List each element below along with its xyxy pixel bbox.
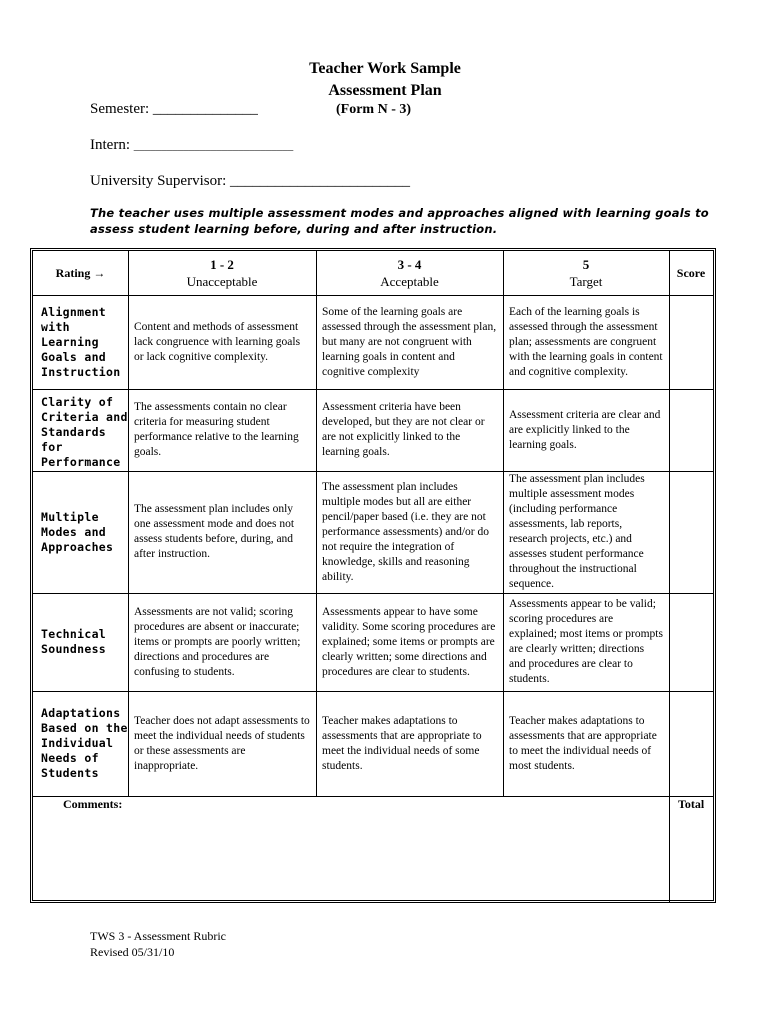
score-cell[interactable] — [669, 691, 713, 796]
score-cell[interactable] — [669, 295, 713, 389]
intern-field — [90, 137, 293, 154]
descriptor-unacceptable: Content and methods of assessment lack congruence with learning goals or lack cognitive complexity. — [134, 320, 301, 363]
criterion-adaptations: Adaptations Based on the Individual Needs of Students — [41, 706, 128, 780]
total-label: Total — [678, 797, 705, 811]
level-label: Target — [569, 274, 603, 289]
descriptor-unacceptable: Assessments are not valid; scoring procedures are absent or inaccurate; items or prompts are poorly written; directions and procedures are confusing to students. — [134, 605, 301, 678]
level-range: 3 - 4 — [397, 257, 422, 272]
criterion-clarity: Clarity of Criteria and Standards for Performance — [41, 395, 128, 469]
footer — [90, 928, 226, 960]
supervisor-label: University Supervisor: — [90, 173, 227, 189]
document-title: Teacher Work Sample — [309, 60, 461, 77]
level-label: Unacceptable — [186, 274, 258, 289]
standard-statement: The teacher uses multiple assessment modes and approaches aligned with learning goals to assess student learning before, during and after instruction. — [90, 206, 709, 236]
supervisor-input-line[interactable]: ________________________ — [230, 173, 410, 189]
criterion-multiple-modes: Multiple Modes and Approaches — [41, 509, 114, 554]
criterion-alignment: Alignment with Learning Goals and Instruction — [41, 304, 121, 379]
footer-revision-date: Revised 05/31/10 — [90, 945, 175, 959]
descriptor-target: Teacher makes adaptations to assessments that are appropriate to meet the individual needs of most students. — [509, 714, 657, 772]
level-range: 1 - 2 — [210, 257, 234, 272]
descriptor-target: Each of the learning goals is assessed through the assessment plan; assessments are congruent with the learning goals in content and cognitive complexity. — [509, 305, 663, 378]
descriptor-target: The assessment plan includes multiple assessment modes (including performance assessments, lab reports, research projects, etc.) and assesses student performance throughout the instructional sequence. — [509, 473, 645, 590]
descriptor-target: Assessments appear to be valid; scoring procedures are explained; most items or prompts are clearly written; directions and procedures are clear to students. — [509, 598, 663, 685]
score-header: Score — [676, 265, 706, 280]
descriptor-unacceptable: The assessments contain no clear criteria for measuring student performance relative to the learning goals. — [134, 401, 299, 458]
score-cell[interactable] — [669, 471, 713, 593]
score-cell[interactable] — [669, 389, 713, 471]
semester-field — [90, 101, 258, 118]
semester-label: Semester: — [90, 101, 150, 117]
comments-label: Comments: — [63, 797, 123, 811]
comments-area[interactable] — [35, 817, 665, 897]
rating-header: Rating → — [55, 265, 106, 280]
descriptor-acceptable: The assessment plan includes multiple modes but all are either pencil/paper based (i.e. they are not performance assessments) and/or do not require the integration of knowledge, skills and reasoning ability. — [322, 480, 490, 583]
semester-input-line[interactable]: ______________ — [152, 101, 258, 117]
document-subtitle: Assessment Plan — [328, 82, 442, 99]
score-cell[interactable] — [669, 593, 713, 691]
level-header-acceptable — [316, 251, 503, 295]
criterion-technical-soundness: Technical Soundness — [41, 627, 107, 656]
level-header-target — [503, 251, 669, 295]
intern-label: Intern: — [90, 137, 130, 153]
descriptor-unacceptable: Teacher does not adapt assessments to meet the individual needs of students or these assessments are inappropriate. — [134, 714, 310, 772]
form-number: (Form N - 3) — [336, 102, 412, 117]
descriptor-acceptable: Assessment criteria have been developed, but they are not clear or are not explicitly linked to the learning goals. — [322, 401, 485, 458]
descriptor-target: Assessment criteria are clear and are explicitly linked to the learning goals. — [509, 408, 661, 451]
descriptor-acceptable: Some of the learning goals are assessed through the assessment plan, but many are not congruent with learning goals in content and cognitive complexity — [322, 305, 497, 378]
level-label: Acceptable — [380, 274, 439, 289]
level-header-unacceptable — [128, 251, 316, 295]
descriptor-acceptable: Assessments appear to have some validity. Some scoring procedures are explained; some items or prompts are clearly written; some directions and procedures are clear to students. — [322, 605, 496, 678]
intern-input-line[interactable]: _____________________________ — [133, 140, 294, 152]
descriptor-acceptable: Teacher makes adaptations to assessments that are appropriate to meet the individual needs of some students. — [322, 714, 482, 772]
descriptor-unacceptable: The assessment plan includes only one assessment mode and does not assess students before, during, and after instruction. — [134, 503, 295, 560]
level-range: 5 — [582, 257, 590, 272]
supervisor-field — [90, 173, 410, 190]
rubric-table — [30, 248, 716, 903]
total-score-cell[interactable] — [673, 817, 711, 897]
footer-rubric-name: TWS 3 - Assessment Rubric — [90, 929, 226, 943]
